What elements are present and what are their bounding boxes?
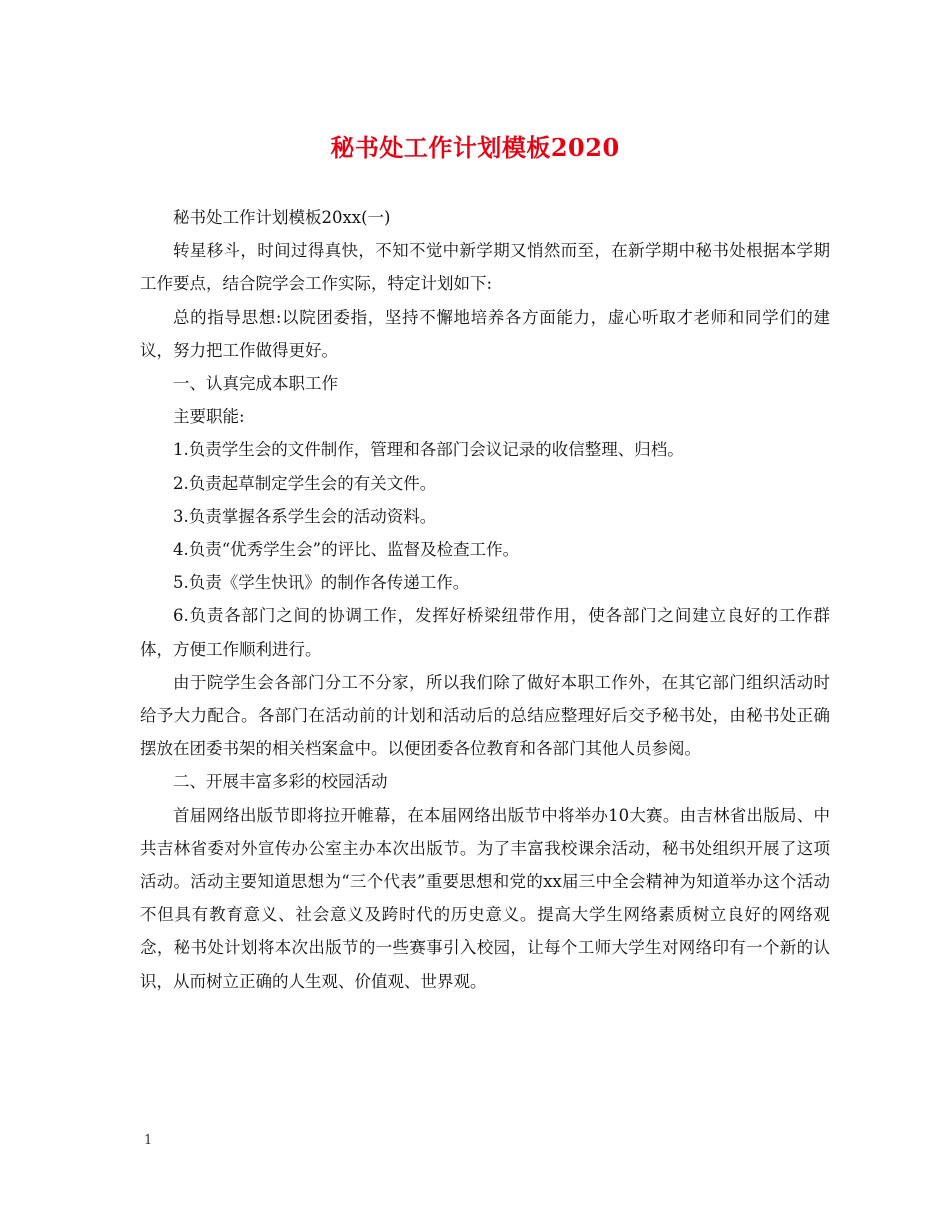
paragraph: 秘书处工作计划模板20xx(一) bbox=[173, 208, 391, 227]
list-item: 4.负责“优秀学生会”的评比、监督及检查工作。 bbox=[173, 540, 520, 560]
paragraph: 总的指导思想:以院团委指，坚持不懈地培养各方面能力，虚心听取才老师和同学们的建议，努力把工作做得更好。 bbox=[140, 307, 830, 360]
list-item: 1.负责学生会的文件制作，管理和各部门会议记录的收信整理、归档。 bbox=[173, 440, 684, 460]
list-item: 2.负责起草制定学生会的有关文件。 bbox=[173, 473, 437, 493]
list-item: 5.负责《学生快讯》的制作各传递工作。 bbox=[173, 573, 470, 593]
paragraph: 首届网络出版节即将拉开帷幕，在本届网络出版节中将举办10大赛。由吉林省出版局、中共吉林省委对外宣传办公室主办本次出版节。为了丰富我校课余活动，秘书处组织开展了这项活动。活动主要知道思想为“三个代表”重要思想和党的xx届三中全会精神为知道举办这个活动不但具有教育意义、社会意义及跨时代的历史意义。提高大学生网络素质树立良好的网络观念，秘书处计划将本次出版节的一些赛事引入校园，让每个工师大学生对网络印有一个新的认识，从而树立正确的人生观、价值观、世界观。 bbox=[140, 805, 830, 991]
paragraph: 转星移斗，时间过得真快，不知不觉中新学期又悄然而至，在新学期中秘书处根据本学期工作要点，结合院学会工作实际，特定计划如下: bbox=[140, 241, 830, 294]
list-item: 6.负责各部门之间的协调工作，发挥好桥梁纽带作用，使各部门之间建立良好的工作群体，方便工作顺利进行。 bbox=[140, 606, 830, 659]
document-title: 秘书处工作计划模板2020 bbox=[330, 133, 620, 162]
list-item: 3.负责掌握各系学生会的活动资料。 bbox=[173, 506, 437, 526]
paragraph: 主要职能: bbox=[173, 407, 245, 427]
section-heading: 二、开展丰富多彩的校园活动 bbox=[173, 772, 388, 792]
paragraph: 由于院学生会各部门分工不分家，所以我们除了做好本职工作外，在其它部门组织活动时给予大力配合。各部门在活动前的计划和活动后的总结应整理好后交予秘书处，由秘书处正确摆放在团委书架的相关档案盒中。以便团委各位教育和各部门其他人员参阅。 bbox=[140, 672, 830, 759]
page-number: 1 bbox=[144, 1133, 153, 1148]
section-heading: 一、认真完成本职工作 bbox=[173, 374, 338, 394]
document-body bbox=[140, 201, 830, 998]
